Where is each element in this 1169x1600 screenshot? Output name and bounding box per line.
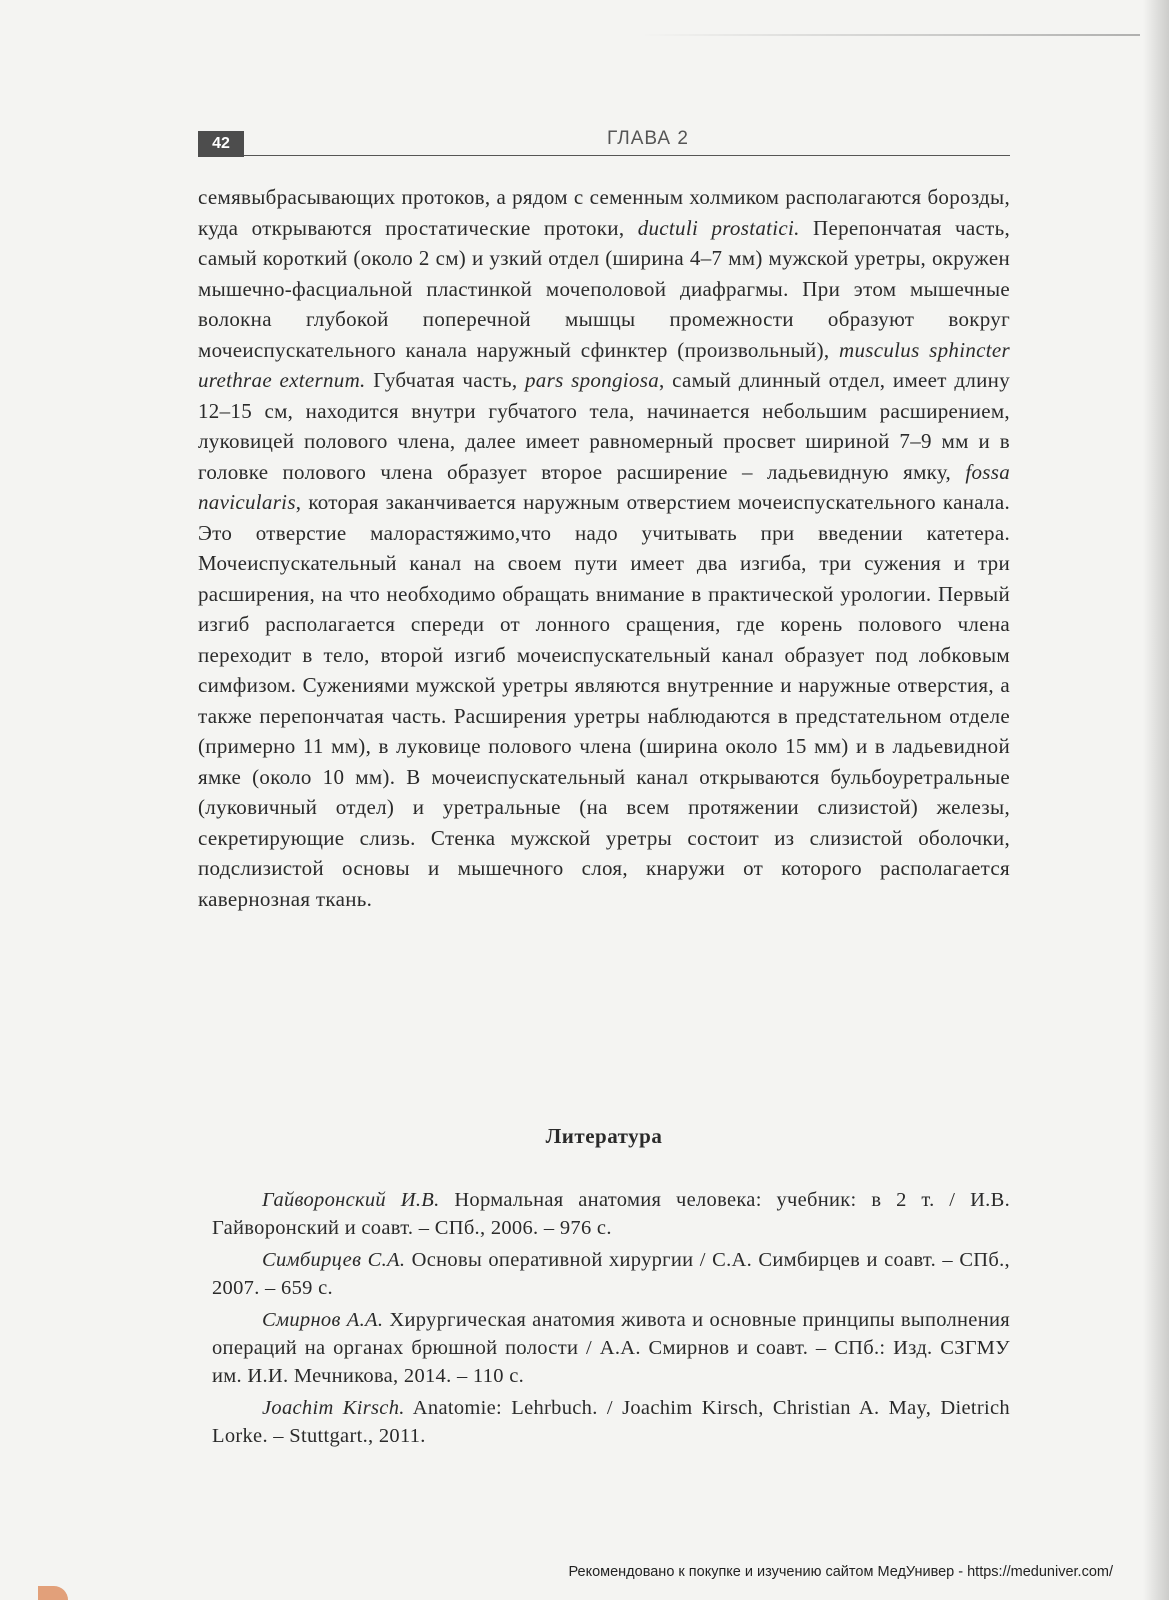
latin-term: ductuli prostatici. bbox=[637, 215, 800, 240]
footer-note: Рекомендовано к покупке и изучению сайтом МедУнивер - https://meduniver.com/ bbox=[568, 1564, 1113, 1580]
entry-text: Основы оперативной хирургии / С.А. Симбирцев и соавт. – СПб., 2007. – 659 с. bbox=[212, 1249, 1010, 1299]
latin-term: fossa navicularis bbox=[198, 459, 1010, 514]
text-run: , которая заканчивается наружным отверстием мочеиспускательного канала. Это отверстие малорастяжимо,что надо учитывать при введении катетера. Мочеиспускательный канал на своем пути имеет два изгиба, три сужения и три расширения, на что необходимо обращать внимание в практической урологии. Первый изгиб располагается спереди от лонного сращения, где корень полового члена переходит в тело, второй изгиб мочеиспускательный канал образует под лобковым симфизом. Сужениями мужской уретры являются внутренние и наружные отверстия, а также перепончатая часть. Расширения уретры наблюдаются в предстательном отделе (примерно 11 мм), в луковице полового члена (ширина около 15 мм) и в ладьевидной ямке (около 10 мм). В мочеиспускательный канал открываются бульбоуретральные (луковичный отдел) и уретральные (на всем протяжении слизистой) железы, секретирующие слизь. Стенка мужской уретры состоит из слизистой оболочки, подслизистой основы и мышечного слоя, кнаружи от которого располагается кавернозная ткань. bbox=[198, 490, 1010, 911]
literature-entry bbox=[212, 1246, 1010, 1302]
scan-edge-right bbox=[1143, 0, 1169, 1600]
literature-entry bbox=[212, 1394, 1010, 1450]
header-rule bbox=[244, 155, 1010, 156]
body-text bbox=[198, 182, 1010, 914]
latin-term: pars spongiosa bbox=[525, 368, 660, 392]
chapter-title: ГЛАВА 2 bbox=[607, 128, 689, 149]
text-run: семявыбрасывающих протоков, а рядом с семенным холмиком располагаются борозды, куда открываются простатические протоки, bbox=[198, 185, 1010, 240]
scan-edge-top bbox=[640, 34, 1140, 36]
page-header bbox=[198, 128, 1010, 158]
entry-text: Anatomie: Lehrbuch. / Joachim Kirsch, Christian A. May, Dietrich Lorke. – Stuttgart., 2011. bbox=[212, 1397, 1010, 1447]
entry-author: Смирнов А.А. bbox=[262, 1309, 384, 1331]
literature-list bbox=[212, 1186, 1010, 1454]
literature-heading: Литература bbox=[545, 1124, 663, 1148]
entry-text: Нормальная анатомия человека: учебник: в 2 т. / И.В. Гайворонский и соавт. – СПб., 2006. – 976 с. bbox=[212, 1189, 1010, 1239]
paragraph bbox=[198, 182, 1010, 914]
corner-mark bbox=[38, 1586, 68, 1600]
text-run: , самый длинный отдел, имеет длину 12–15 см, находится внутри губчатого тела, начинается небольшим расширением, луковицей полового члена, далее имеет равномерный просвет шириной 7–9 мм и в головке полового члена образует второе расширение – ладьевидную ямку, bbox=[198, 368, 1011, 484]
entry-text: Хирургическая анатомия живота и основные принципы выполнения операций на органах брюшной полости / А.А. Смирнов и соавт. – СПб.: Изд. СЗГМУ им. И.И. Мечникова, 2014. – 110 с. bbox=[212, 1309, 1010, 1387]
literature-entry bbox=[212, 1306, 1010, 1390]
entry-author: Симбирцев С.А. bbox=[262, 1249, 406, 1271]
text-run: Перепончатая часть, самый короткий (около 2 см) и узкий отдел (ширина 4–7 мм) мужской уретры, окружен мышечно-фасциальной пластинкой мочеполовой диафрагмы. При этом мышечные волокна глубокой поперечной мышцы промежности образуют вокруг мочеиспускательного канала наружный сфинктер (произвольный), bbox=[198, 215, 1010, 362]
literature-entry bbox=[212, 1186, 1010, 1242]
text-run: Губчатая часть, bbox=[365, 368, 525, 392]
entry-author: Гайворонский И.В. bbox=[262, 1189, 440, 1211]
page-number: 42 bbox=[198, 131, 244, 157]
latin-term: musculus sphincter urethrae externum. bbox=[198, 337, 1010, 392]
entry-author: Joachim Kirsch. bbox=[262, 1397, 405, 1419]
